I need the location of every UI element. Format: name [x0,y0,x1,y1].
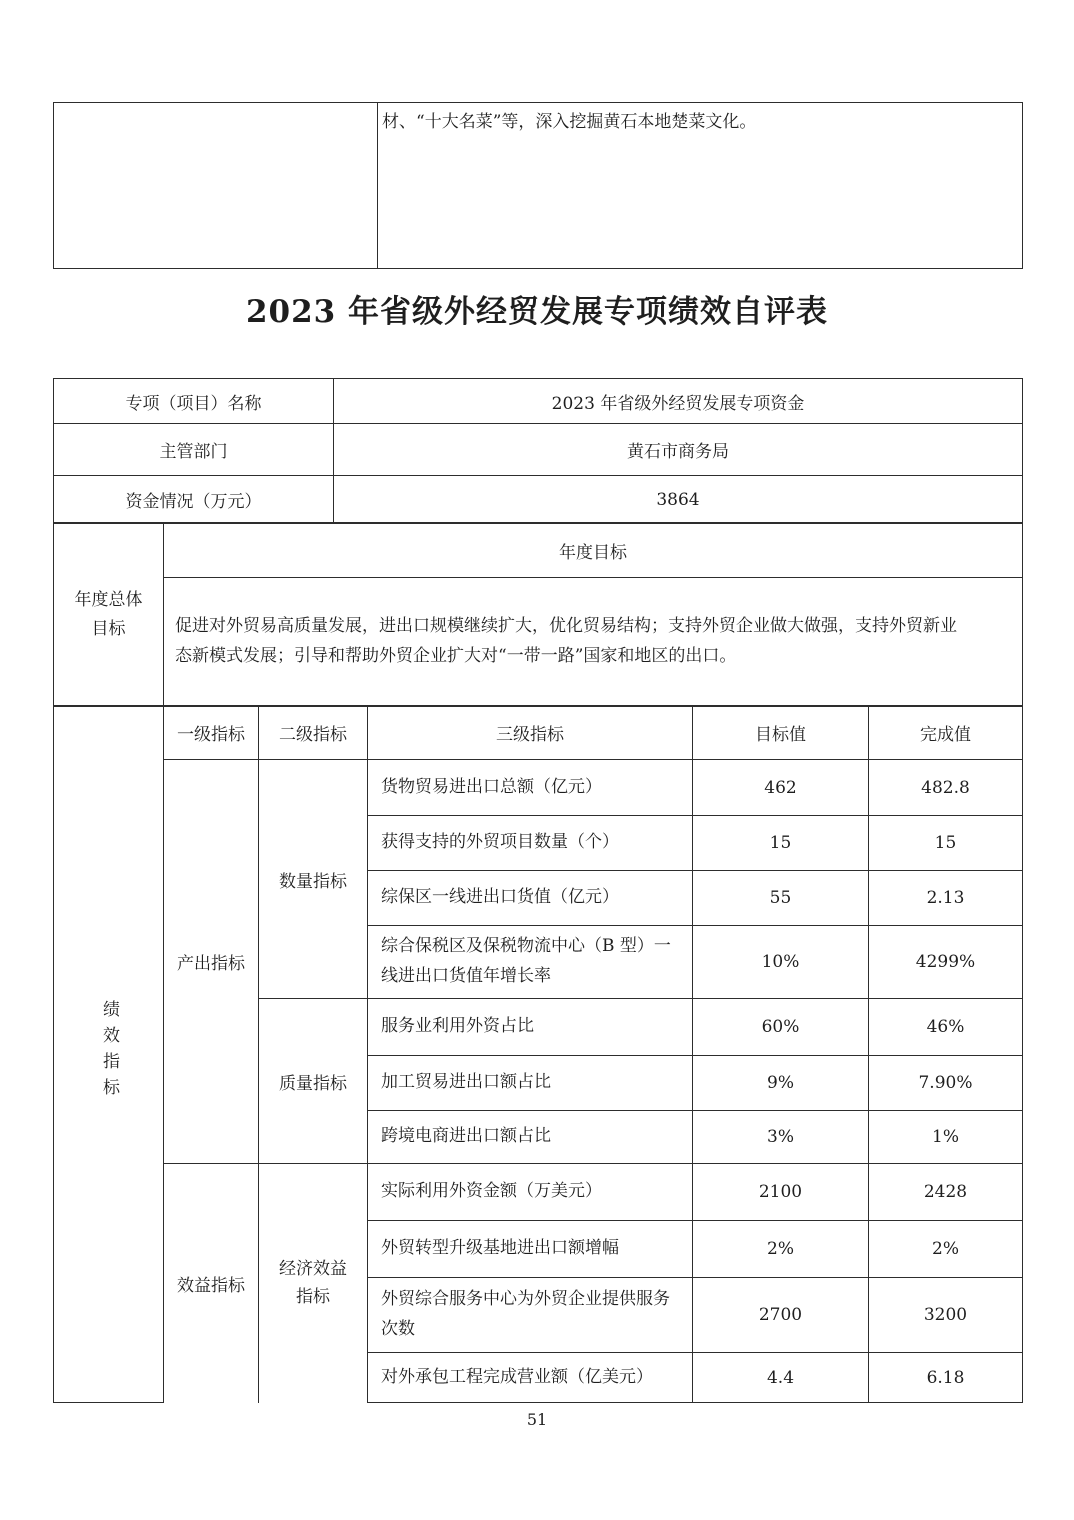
target-cell: 462 [693,760,869,816]
target-cell: 55 [693,871,869,926]
l3-cell: 加工贸易进出口额占比 [368,1056,693,1111]
level1-output-cell: 产出指标 [164,760,259,1164]
info-row [54,424,1023,476]
header-level3: 三级指标 [368,706,693,760]
l3-cell: 外贸综合服务中心为外贸企业提供服务次数 [368,1278,693,1353]
info-label-funds: 资金情况（万元） [54,476,334,524]
target-cell: 2100 [693,1164,869,1221]
l3-cell: 获得支持的外贸项目数量（个） [368,816,693,871]
l3-cell: 外贸转型升级基地进出口额增幅 [368,1221,693,1278]
done-cell: 482.8 [869,760,1023,816]
info-value-funds: 3864 [334,476,1023,524]
level2-quality-cell: 质量指标 [259,999,368,1164]
target-cell: 2700 [693,1278,869,1353]
indicator-row [54,1164,1023,1221]
annual-goal-text: 促进对外贸易高质量发展，进出口规模继续扩大，优化贸易结构；支持外贸企业做大做强，支持外贸新业态新模式发展；引导和帮助外贸企业扩大对“一带一路”国家和地区的出口。 [164,578,1023,707]
header-target: 目标值 [693,706,869,760]
target-cell: 4.4 [693,1353,869,1403]
done-cell: 1% [869,1111,1023,1164]
done-cell: 2.13 [869,871,1023,926]
info-label-project-name: 专项（项目）名称 [54,379,334,424]
done-cell: 2428 [869,1164,1023,1221]
done-cell: 3200 [869,1278,1023,1353]
l3-cell: 对外承包工程完成营业额（亿美元） [368,1353,693,1403]
info-table [53,378,1023,524]
done-cell: 15 [869,816,1023,871]
level1-benefit-cell: 效益指标 [164,1164,259,1403]
l3-cell: 实际利用外资金额（万美元） [368,1164,693,1221]
target-cell: 3% [693,1111,869,1164]
target-cell: 2% [693,1221,869,1278]
done-cell: 6.18 [869,1353,1023,1403]
done-cell: 2% [869,1221,1023,1278]
l3-cell: 服务业利用外资占比 [368,999,693,1056]
indicators-table [53,705,1023,1403]
target-cell: 15 [693,816,869,871]
l3-cell: 综保区一线进出口货值（亿元） [368,871,693,926]
page-number: 51 [526,1410,548,1429]
annual-goal-row-label [54,523,164,707]
target-cell: 60% [693,999,869,1056]
annual-goal-table [53,522,1023,707]
annual-goal-header: 年度目标 [164,523,1023,578]
fragment-table [53,102,1023,269]
fragment-continuation-text: 材、“十大名菜”等，深入挖掘黄石本地楚菜文化。 [378,103,1023,269]
level2-quantity-cell: 数量指标 [259,760,368,999]
perf-section-label: 绩效指标 [99,999,119,1104]
annual-goal-row-label-text: 年度总体目标 [74,590,143,639]
header-level2: 二级指标 [259,706,368,760]
done-cell: 7.90% [869,1056,1023,1111]
info-label-department: 主管部门 [54,424,334,476]
level2-economic-cell [259,1164,368,1403]
target-cell: 10% [693,926,869,999]
l3-cell: 货物贸易进出口总额（亿元） [368,760,693,816]
header-level1: 一级指标 [164,706,259,760]
header-done: 完成值 [869,706,1023,760]
info-value-project-name: 2023 年省级外经贸发展专项资金 [334,379,1023,424]
info-row [54,476,1023,524]
info-row [54,379,1023,424]
done-cell: 4299% [869,926,1023,999]
fragment-left-cell [54,103,378,269]
target-cell: 9% [693,1056,869,1111]
done-cell: 46% [869,999,1023,1056]
perf-section-label-cell [54,706,164,1403]
indicator-row [54,760,1023,816]
indicators-header-row [54,706,1023,760]
l3-cell: 跨境电商进出口额占比 [368,1111,693,1164]
level2-economic-text: 经济效益指标 [279,1259,347,1308]
info-value-department: 黄石市商务局 [334,424,1023,476]
l3-cell: 综合保税区及保税物流中心（B 型）一线进出口货值年增长率 [368,926,693,999]
page-title: 2023 年省级外经贸发展专项绩效自评表 [245,294,829,330]
